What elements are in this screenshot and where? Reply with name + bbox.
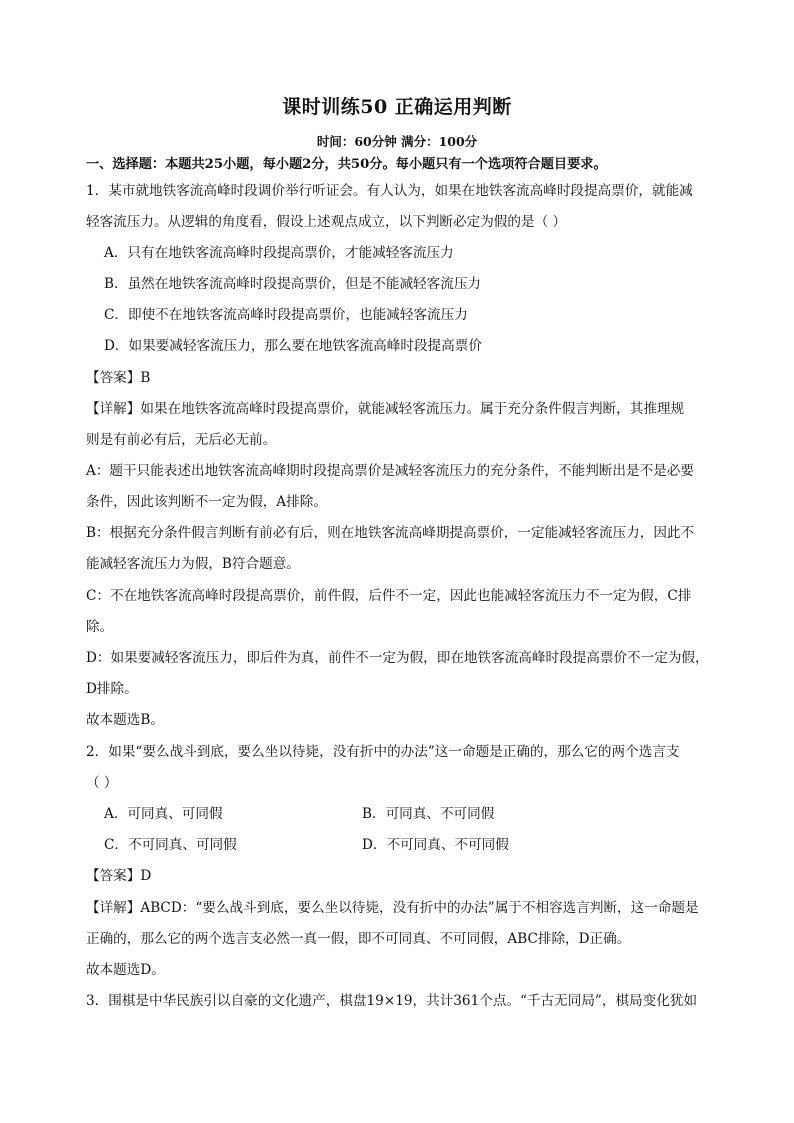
q1-detail-line: D排除。 <box>86 681 138 697</box>
page-title: 课时训练50 正确运用判断 <box>282 96 512 118</box>
q2-detail-line: 【详解】ABCD：“要么战斗到底，要么坐以待毙，没有折中的办法”属于不相容选言判断，这一命题是 <box>86 900 699 916</box>
q2-option-c: C．不可同真、可同假 <box>104 837 237 853</box>
q1-detail-line: C：不在地铁客流高峰时段提高票价，前件假，后件不一定，因此也能减轻客流压力不一定为假，C排 <box>86 588 692 604</box>
exam-info: 时间：60分钟 满分：100分 <box>316 134 478 149</box>
q3-stem-line: 3．围棋是中华民族引以自豪的文化遗产，棋盘19×19，共计361个点。“千古无同局”，棋局变化犹如 <box>86 993 698 1009</box>
q1-detail-line: D：如果要减轻客流压力，即后件为真，前件不一定为假，即在地铁客流高峰时段提高票价不一定为假， <box>86 650 709 666</box>
q2-option-b: B．可同真、不可同假 <box>362 806 495 822</box>
q2-option-a: A．可同真、可同假 <box>104 806 223 822</box>
q1-answer: 【答案】B <box>86 370 151 386</box>
q2-option-d: D．不可同真、不可同假 <box>362 837 509 853</box>
q2-stem-line: （ ） <box>86 775 118 791</box>
q1-option-a: A．只有在地铁客流高峰时段提高票价，才能减轻客流压力 <box>104 245 454 261</box>
section-heading: 一、选择题：本题共25小题，每小题2分，共50分。每小题只有一个选项符合题目要求。 <box>86 157 607 172</box>
q1-option-d: D．如果要减轻客流压力，那么要在地铁客流高峰时段提高票价 <box>104 338 482 354</box>
q1-detail-line: 能减轻客流压力为假，B符合题意。 <box>86 556 300 572</box>
q2-answer: 【答案】D <box>86 868 152 884</box>
q2-conclusion: 故本题选D。 <box>86 962 165 978</box>
q1-detail-line: 【详解】如果在地铁客流高峰时段提高票价，就能减轻客流压力。属于充分条件假言判断，其推理规 <box>86 401 685 417</box>
q2-detail-line: 正确的，那么它的两个选言支必然一真一假，即不可同真、不可同假，ABC排除，D正确。 <box>86 931 631 947</box>
q2-stem-line: 2．如果“要么战斗到底，要么坐以待毙，没有折中的办法”这一命题是正确的，那么它的两个选言支 <box>86 744 680 760</box>
q1-detail-line: 则是有前必有后，无后必无前。 <box>86 432 277 448</box>
q1-detail-line: 除。 <box>86 619 114 635</box>
q1-detail-line: B：根据充分条件假言判断有前必有后，则在地铁客流高峰期提高票价，一定能减轻客流压力，因此不 <box>86 525 695 541</box>
q1-stem-line: 轻客流压力。从逻辑的角度看，假设上述观点成立，以下判断必定为假的是（ ） <box>86 214 567 230</box>
q1-conclusion: 故本题选B。 <box>86 712 164 728</box>
q1-option-c: C．即使不在地铁客流高峰时段提高票价，也能减轻客流压力 <box>104 307 468 323</box>
q1-stem-line: 1．某市就地铁客流高峰时段调价举行听证会。有人认为，如果在地铁客流高峰时段提高票价，就能减 <box>86 183 693 199</box>
q1-detail-line: A：题干只能表述出地铁客流高峰期时段提高票价是减轻客流压力的充分条件，不能判断出是不是必要 <box>86 463 694 479</box>
q1-option-b: B．虽然在地铁客流高峰时段提高票价，但是不能减轻客流压力 <box>104 276 482 292</box>
q1-detail-line: 条件，因此该判断不一定为假，A排除。 <box>86 494 327 510</box>
